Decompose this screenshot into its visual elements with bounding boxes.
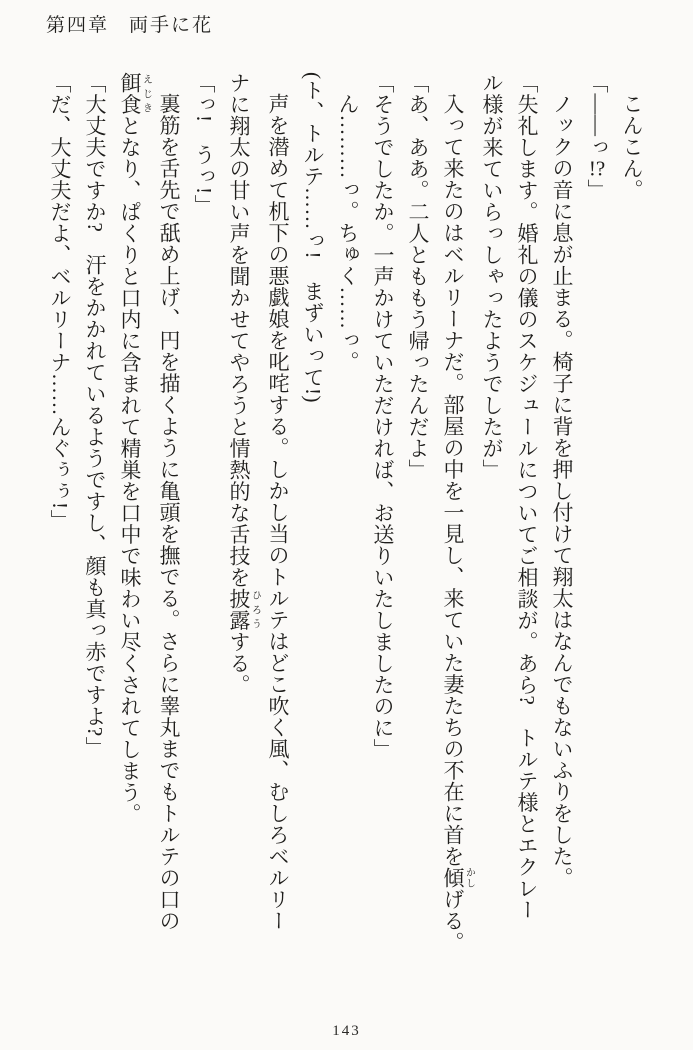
text-line: 「っ! うっ!」	[192, 72, 216, 216]
ruby-annotated-word: 披露ひろう	[227, 588, 261, 631]
text-line: ん………っ。ちゅく……っ。	[336, 93, 360, 373]
text-line: 「だ、大丈夫だよ、ベルリーナ……んぐぅぅ!」	[48, 72, 72, 531]
tate-chu-yoko: !?	[588, 158, 606, 179]
text-line: 声を潜めて机下の悪戯娘を叱咤する。しかし当のトルテはどこ吹く風、むしろベルリー	[266, 93, 290, 932]
ruby-annotated-word: 餌食えじき	[118, 72, 152, 115]
chapter-number: 第四章	[46, 15, 110, 36]
chapter-title: 両手に花	[129, 15, 214, 36]
text-line: 裏筋を舌先で舐め上げ、円を描くように亀頭を撫でる。さらに睾丸までもトルテの口の	[157, 93, 181, 932]
page-number: 143	[332, 1023, 361, 1039]
ruby-annotated-word: 傾かし	[441, 867, 475, 889]
text-line: ノックの音に息が止まる。椅子に背を押し付けて翔太はなんでもないふりをした。	[550, 93, 574, 889]
text-line: 餌食えじきとなり、ぱくりと口内に含まれて精巣を口中で味わい尽くされてしまう。	[118, 72, 152, 825]
text-line: こんこん。	[620, 93, 644, 201]
page-text	[47, 72, 649, 1022]
text-line: 「大丈夫ですか? 汗をかかれているようですし、顔も真っ赤ですよ?」	[83, 72, 107, 759]
text-line: ル様が来ていらっしゃったようでしたが」	[480, 72, 504, 481]
text-line: 入って来たのはベルリーナだ。部屋の中を一見し、来ていた妻たちの不在に首を傾かしげる。	[441, 93, 475, 953]
text-line: ナに翔太の甘い声を聞かせてやろうと情熱的な舌技を披露ひろうする。	[227, 72, 261, 696]
text-line: (ト、トルテ……っ! まずいって!)	[301, 72, 325, 403]
chapter-header	[46, 10, 213, 37]
text-line: 「――っ!?」	[585, 72, 609, 201]
text-line: 「失礼します。婚礼の儀のスケジュールについてご相談が。あら? トルテ様とエクレー	[515, 72, 539, 921]
text-line: 「そうでしたか。一声かけていただければ、お送りいたしましたのに」	[371, 72, 395, 760]
text-line: 「あ、ああ。二人とももう帰ったんだよ」	[406, 72, 430, 481]
